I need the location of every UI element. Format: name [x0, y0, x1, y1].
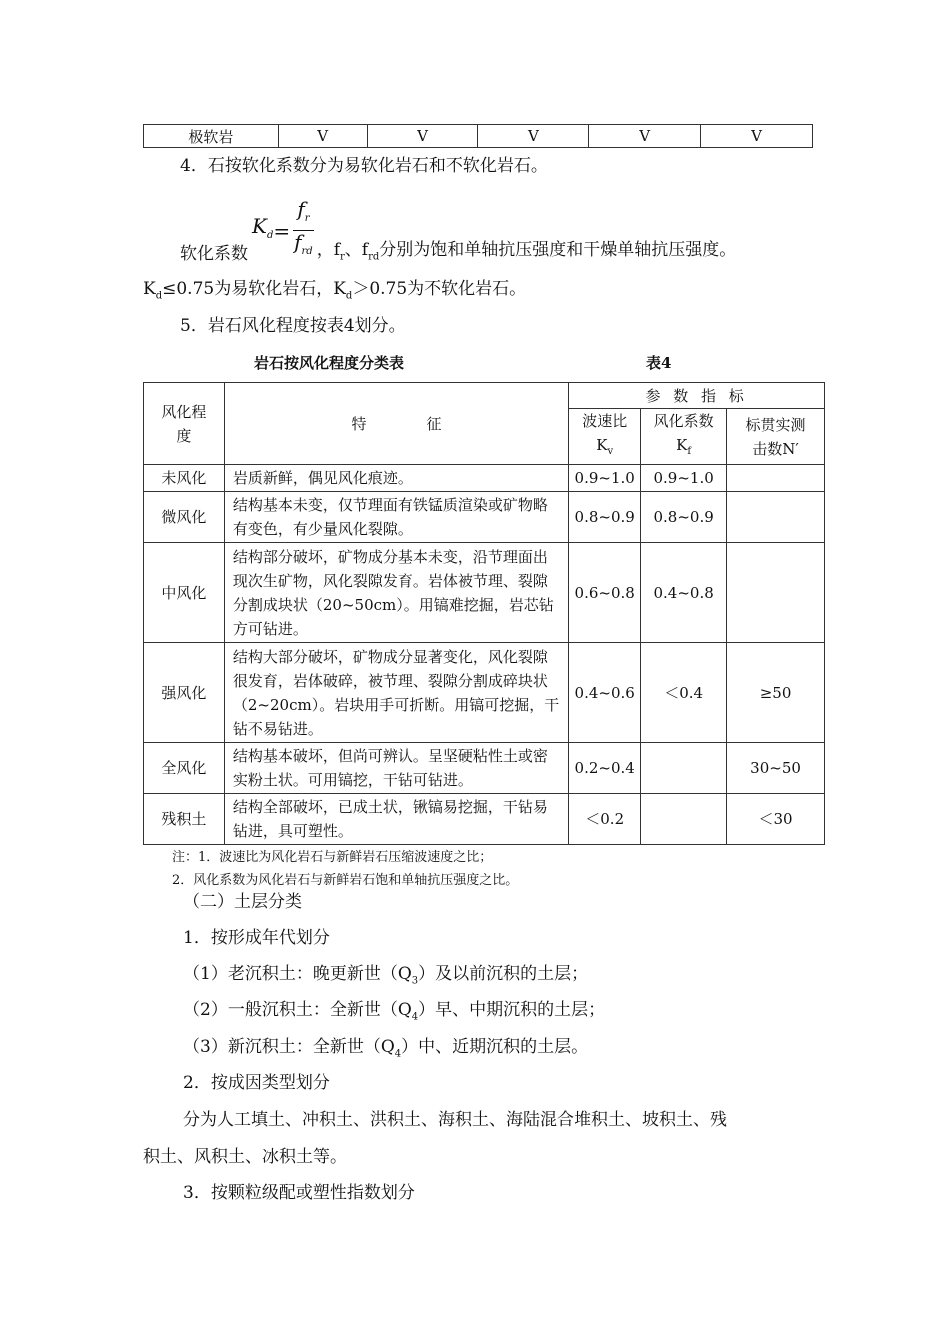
degree-cell: 未风化	[144, 465, 225, 492]
feature-cell: 结构基本未变，仅节理面有铁锰质渲染或矿物略有变色，有少量风化裂隙。	[224, 492, 568, 543]
kv-cell: 0.6~0.8	[569, 543, 641, 643]
table-note-1: 注：1．波速比为风化岩石与新鲜岩石压缩波速度之比；	[172, 850, 493, 865]
table-row	[144, 492, 825, 543]
table-note-2: 2．风化系数为风化岩石与新鲜岩石饱和单轴抗压强度之比。	[172, 873, 519, 888]
kv-cell: 0.8~0.9	[569, 492, 641, 543]
kv-cell: 0.2~0.4	[569, 743, 641, 794]
table-row	[144, 794, 825, 845]
formula-tail: ，$f_r$、$f_{rd}$分别为饱和单轴抗压强度和干燥单轴抗压强度。	[316, 240, 737, 263]
n-cell: ≥50	[727, 643, 825, 743]
kf-cell	[641, 743, 727, 794]
table-cell: V	[701, 125, 813, 148]
table-cell: V	[478, 125, 589, 148]
n-cell	[727, 465, 825, 492]
header-weathering-coef: 风化系数 $K_f$	[641, 409, 727, 465]
paragraph-4: 4．石按软化系数分为易软化岩石和不软化岩石。	[180, 156, 548, 176]
table-header-row	[144, 383, 825, 409]
rock-hardness-table-fragment	[143, 124, 813, 148]
paragraph-5: 5．岩石风化程度按表4划分。	[180, 316, 406, 336]
kf-cell: 0.8~0.9	[641, 492, 727, 543]
degree-cell: 全风化	[144, 743, 225, 794]
formula-lead: 软化系数	[180, 243, 248, 264]
kf-cell: 0.9~1.0	[641, 465, 727, 492]
item-2: 2．按成因类型划分	[183, 1073, 330, 1093]
table-row	[144, 643, 825, 743]
sub-item-1: （1）老沉积土：晚更新世$(Q_3)$及以前沉积的土层；	[183, 964, 589, 987]
kd-criteria: $K_d\le 0.75$为易软化岩石，$K_d>0.75$为不软化岩石。	[143, 279, 527, 302]
weathering-table	[143, 382, 825, 845]
kf-cell	[641, 794, 727, 845]
n-cell	[727, 543, 825, 643]
kf-cell: ＜0.4	[641, 643, 727, 743]
feature-cell: 结构大部分破坏，矿物成分显著变化，风化裂隙很发育，岩体破碎，被节理、裂隙分割成碎块状（2~20cm）。岩块用手可折断。用镐可挖掘，干钻不易钻进。	[224, 643, 568, 743]
formula-fraction: $\frac{f_r}{f_{rd}}$	[294, 197, 313, 258]
table-row	[144, 465, 825, 492]
item-1: 1．按形成年代划分	[183, 928, 330, 948]
item-2-text-line-1: 分为人工填土、冲积土、洪积土、海积土、海陆混合堆积土、坡积土、残	[183, 1110, 727, 1130]
degree-cell: 残积土	[144, 794, 225, 845]
degree-cell: 中风化	[144, 543, 225, 643]
degree-cell: 微风化	[144, 492, 225, 543]
sub-item-3: （3）新沉积土：全新世$(Q_4)$中、近期沉积的土层。	[183, 1037, 589, 1060]
n-cell: ＜30	[727, 794, 825, 845]
section-heading: （二）土层分类	[183, 892, 302, 912]
feature-cell: 结构全部破坏，已成土状，锹镐易挖掘，干钻易钻进，具可塑性。	[224, 794, 568, 845]
n-cell	[727, 492, 825, 543]
header-params: 参 数 指 标	[569, 383, 825, 409]
table-row	[144, 743, 825, 794]
table-cell: 极软岩	[144, 125, 279, 148]
header-degree: 风化程度	[144, 383, 225, 465]
sub-item-2: （2）一般沉积土：全新世$(Q_4)$早、中期沉积的土层；	[183, 1000, 606, 1023]
feature-cell: 岩质新鲜，偶见风化痕迹。	[224, 465, 568, 492]
kv-cell: 0.9~1.0	[569, 465, 641, 492]
table-cell: V	[589, 125, 701, 148]
table-cell: V	[278, 125, 367, 148]
header-wave-ratio: 波速比 $K_v$	[569, 409, 641, 465]
header-spt: 标贯实测 击数N′	[727, 409, 825, 465]
table-title: 岩石按风化程度分类表	[254, 354, 405, 372]
table-row	[144, 543, 825, 643]
feature-cell: 结构部分破坏，矿物成分基本未变，沿节理面出现次生矿物，风化裂隙发育。岩体被节理、裂隙分割成块状（20~50cm）。用镐难挖掘，岩芯钻方可钻进。	[224, 543, 568, 643]
table-row	[144, 125, 813, 148]
n-cell: 30~50	[727, 743, 825, 794]
item-2-text-line-2: 积土、风积土、冰积土等。	[143, 1147, 347, 1167]
table-number: 表4	[646, 354, 672, 372]
softening-formula	[180, 194, 736, 267]
header-feature: 特 征	[224, 383, 568, 465]
degree-cell: 强风化	[144, 643, 225, 743]
feature-cell: 结构基本破坏，但尚可辨认。呈坚硬粘性土或密实粉土状。可用镐挖，干钻可钻进。	[224, 743, 568, 794]
kv-cell: 0.4~0.6	[569, 643, 641, 743]
item-3: 3．按颗粒级配或塑性指数划分	[183, 1183, 415, 1203]
table-cell: V	[367, 125, 478, 148]
kv-cell: ＜0.2	[569, 794, 641, 845]
kf-cell: 0.4~0.8	[641, 543, 727, 643]
formula-eq: =	[273, 218, 291, 243]
formula-k: $K_d$	[252, 213, 274, 241]
